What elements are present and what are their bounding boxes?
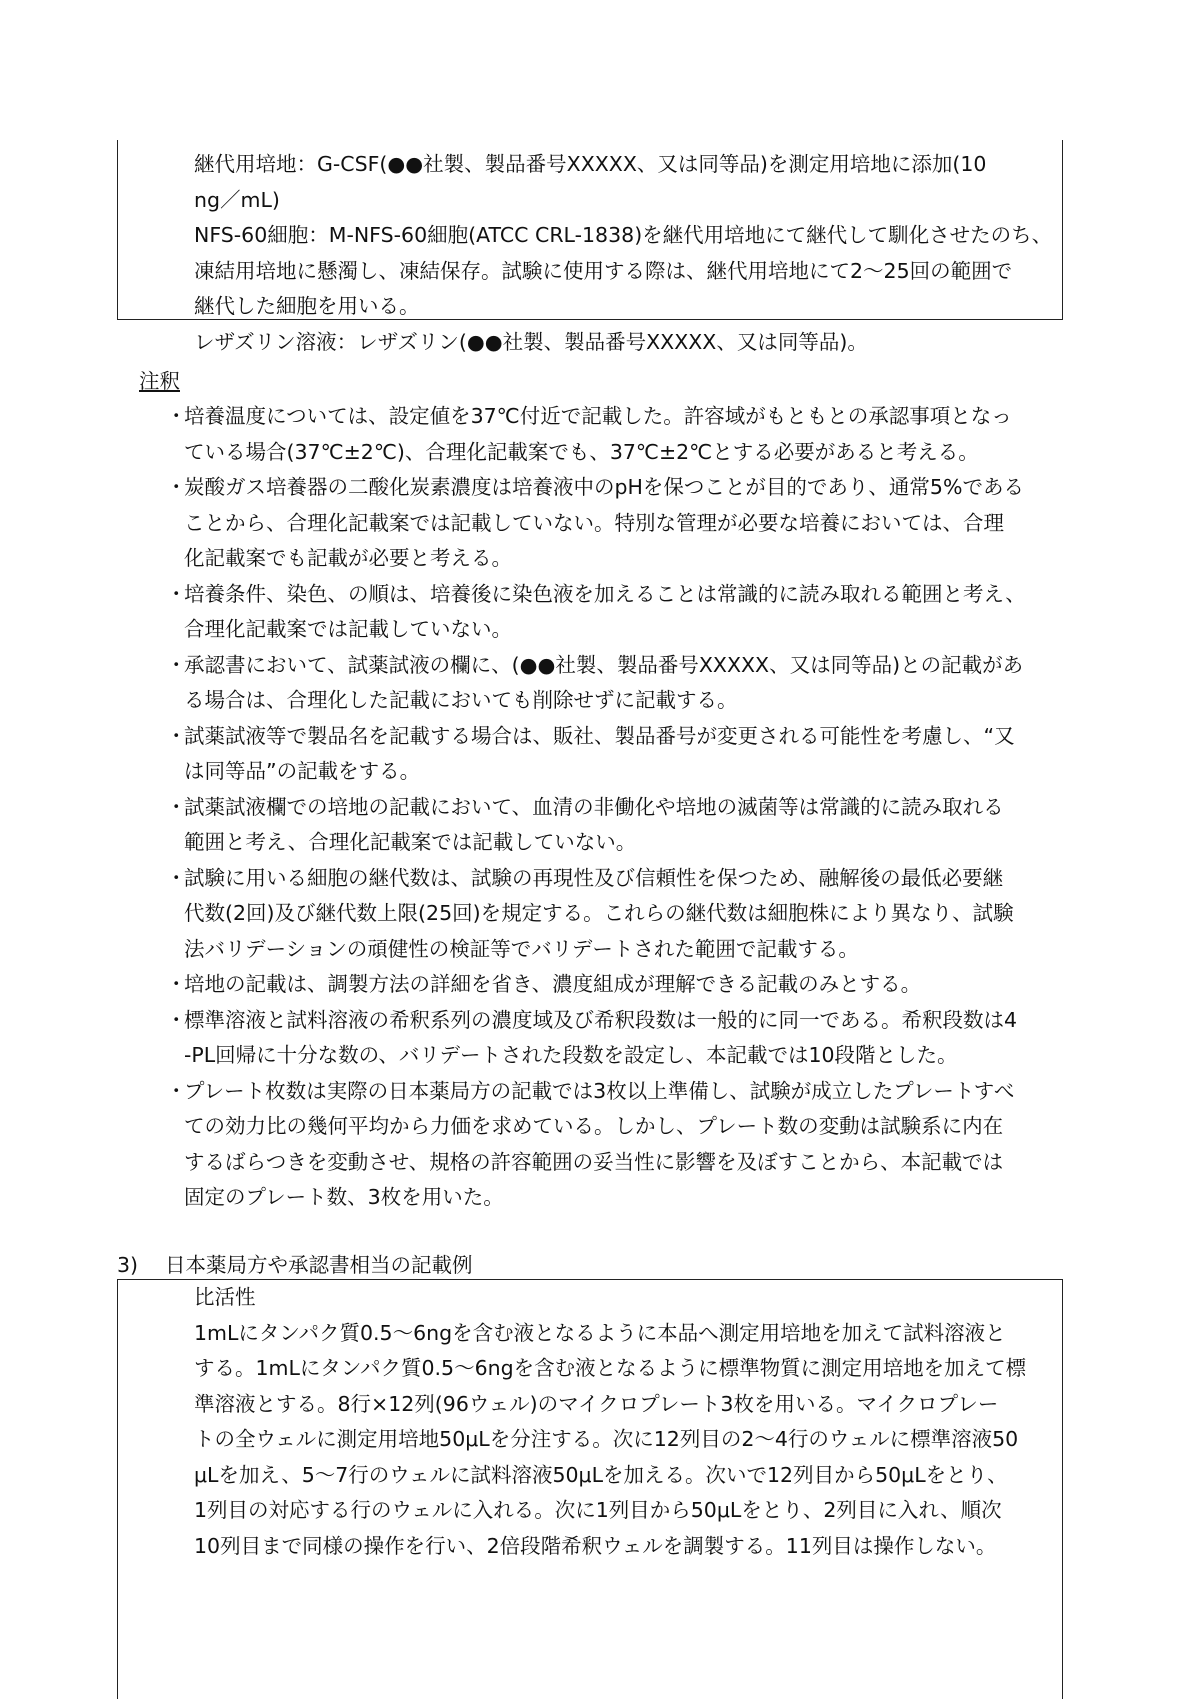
bullet-icon: ・ [166, 404, 187, 428]
note-line: ての効力比の幾何平均から力価を求めている。しかし、プレート数の変動は試験系に内在 [184, 1114, 1004, 1138]
example-line: 10列目まで同様の操作を行い、2倍段階希釈ウェルを調製する。11列目は操作しない。 [194, 1533, 997, 1558]
reagent-line: 継代した細胞を用いる。 [194, 294, 420, 318]
note-line: は同等品”の記載をする。 [184, 759, 421, 783]
note-line: る場合は、合理化した記載においても削除せずに記載する。 [184, 688, 738, 712]
bullet-icon: ・ [166, 1078, 187, 1103]
note-line: 試薬試液欄での培地の記載において、血清の非働化や培地の滅菌等は常識的に読み取れる [184, 794, 1004, 819]
note-line: ている場合(37℃±2℃)、合理化記載案でも、37℃±2℃とする必要があると考える。 [184, 439, 979, 464]
note-line: 化記載案でも記載が必要と考える。 [184, 546, 512, 570]
note-line: 試験に用いる細胞の継代数は、試験の再現性及び信頼性を保つため、融解後の最低必要継 [184, 865, 1004, 890]
note-line: -PL回帰に十分な数の、バリデートされた段数を設定し、本記載では10段階とした。 [184, 1043, 958, 1067]
note-line: 標準溶液と試料溶液の希釈系列の濃度域及び希釈段数は一般的に同一である。希釈段数は4 [184, 1007, 1018, 1032]
note-item [166, 1003, 1066, 1074]
note-item [166, 648, 1066, 719]
reagent-line: 凍結用培地に懸濁し、凍結保存。試験に使用する際は、継代用培地にて2～25回の範囲で [194, 258, 1013, 283]
bullet-icon: ・ [166, 652, 187, 677]
note-line: するばらつきを変動させ、規格の許容範囲の妥当性に影響を及ぼすことから、本記載では [184, 1149, 1004, 1174]
note-item [166, 470, 1066, 577]
note-item [166, 719, 1066, 790]
note-item [166, 399, 1066, 470]
bullet-icon: ・ [166, 1007, 187, 1032]
notes-heading: 注釈 [139, 369, 180, 393]
reagent-line: NFS-60細胞：M-NFS-60細胞(ATCC CRL-1838)を継代用培地にて継代して馴化させたのち、 [194, 223, 1053, 247]
bullet-icon: ・ [166, 581, 187, 606]
reagent-line: ng／mL) [194, 187, 280, 212]
note-line: 合理化記載案では記載していない。 [184, 617, 512, 641]
example-line: する。1mLにタンパク質0.5～6ngを含む液となるように標準物質に測定用培地を加えて標 [194, 1356, 1027, 1380]
note-line: 炭酸ガス培養器の二酸化炭素濃度は培養液中のpHを保つことが目的であり、通常5%である [184, 475, 1024, 499]
note-line: 範囲と考え、合理化記載案では記載していない。 [184, 830, 637, 854]
note-line: ことから、合理化記載案では記載していない。特別な管理が必要な培養においては、合理 [184, 510, 1004, 535]
note-item [166, 790, 1066, 861]
reagent-line: 継代用培地：G-CSF(●●社製、製品番号XXXXX、又は同等品)を測定用培地に添加(10 [194, 152, 987, 176]
bullet-icon: ・ [166, 972, 187, 996]
note-line: 培地の記載は、調製方法の詳細を省き、濃度組成が理解できる記載のみとする。 [184, 972, 922, 996]
example-line: μLを加え、5～7行のウェルに試料溶液50μLを加える。次いで12列目から50μLをとり、 [194, 1462, 1008, 1487]
example-line: 1mLにタンパク質0.5～6ngを含む液となるように本品へ測定用培地を加えて試料溶液と [194, 1320, 1006, 1345]
section-title: 日本薬局方や承認書相当の記載例 [165, 1253, 473, 1277]
example-line: 1列目の対応する行のウェルに入れる。次に1列目から50μLをとり、2列目に入れ、順次 [194, 1498, 1002, 1522]
bullet-icon: ・ [166, 723, 187, 748]
note-line: 培養温度については、設定値を37℃付近で記載した。許容域がもともとの承認事項となっ [184, 404, 1012, 428]
notes-list [166, 399, 1066, 1216]
note-line: 試薬試液等で製品名を記載する場合は、販社、製品番号が変更される可能性を考慮し、“又 [184, 723, 1015, 748]
note-line: 法バリデーションの頑健性の検証等でバリデートされた範囲で記載する。 [184, 936, 859, 961]
reagent-box-text [194, 147, 1060, 360]
reagent-line: レザズリン溶液：レザズリン(●●社製、製品番号XXXXX、又は同等品)。 [194, 329, 868, 354]
bullet-icon: ・ [166, 475, 187, 499]
note-item [166, 861, 1066, 968]
example-box-text [194, 1280, 1060, 1564]
note-line: プレート枚数は実際の日本薬局方の記載では3枚以上準備し、試験が成立したプレートすべ [184, 1078, 1015, 1103]
note-line: 代数(2回)及び継代数上限(25回)を規定する。これらの継代数は細胞株により異なり、試験 [184, 901, 1014, 925]
bullet-icon: ・ [166, 794, 187, 819]
note-line: 承認書において、試薬試液の欄に、(●●社製、製品番号XXXXX、又は同等品)との記載があ [184, 652, 1024, 677]
example-line: トの全ウェルに測定用培地50μLを分注する。次に12列目の2～4行のウェルに標準溶液50 [194, 1427, 1019, 1451]
note-line: 培養条件、染色、の順は、培養後に染色液を加えることは常識的に読み取れる範囲と考え、 [184, 581, 1026, 606]
note-item [166, 1074, 1066, 1216]
note-line: 固定のプレート数、3枚を用いた。 [184, 1185, 504, 1209]
example-heading: 比活性 [194, 1285, 256, 1309]
bullet-icon: ・ [166, 865, 187, 890]
section-number: 3) [117, 1253, 139, 1277]
note-item [166, 577, 1066, 648]
note-item [166, 967, 1066, 1003]
reagent-box-continued [117, 140, 1063, 354]
example-line: 準溶液とする。8行×12列(96ウェル)のマイクロプレート3枚を用いる。マイクロプレー [194, 1391, 999, 1416]
example-box [117, 1279, 1063, 1699]
